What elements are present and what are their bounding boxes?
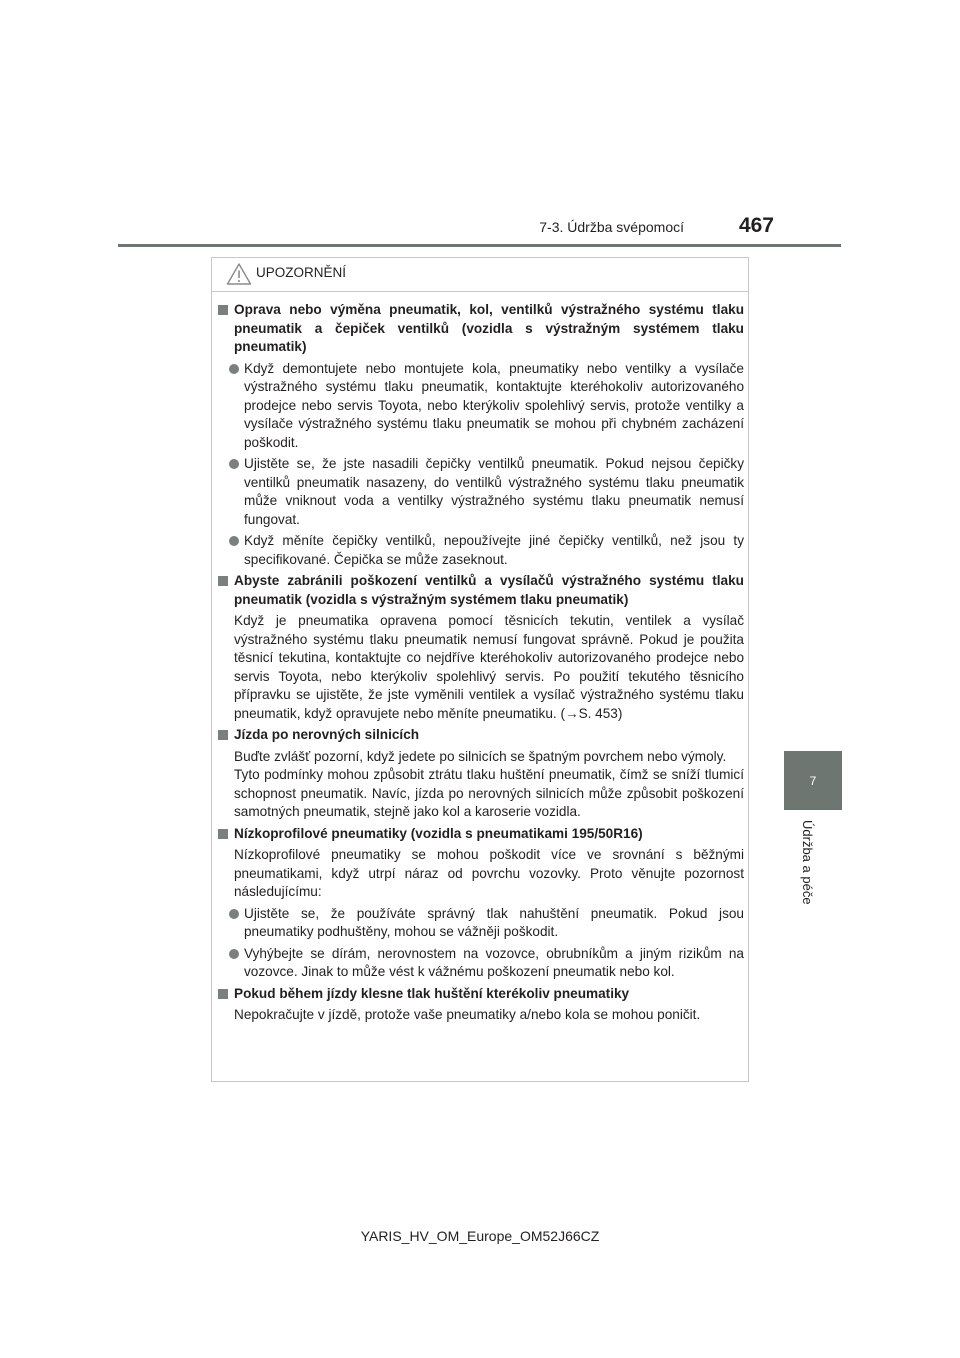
section-heading: Oprava nebo výměna pneumatik, kol, ventilků výstražného systému tlaku pneumatik a čepiček ventilků (vozidla s výstražným systémem tlaku pneumatik) <box>217 301 744 357</box>
section-heading: Jízda po nerovných silnicích <box>217 726 744 745</box>
section-heading: Pokud během jízdy klesne tlak huštění kterékoliv pneumatiky <box>217 985 744 1004</box>
warning-triangle-icon <box>226 262 252 286</box>
document-code: YARIS_HV_OM_Europe_OM52J66CZ <box>360 1228 600 1244</box>
bullet-item: Ujistěte se, že jste nasadili čepičky ventilků pneumatik. Pokud nejsou čepičky ventilků pneumatik nasazeny, do ventilků výstražného systému tlaku pneumatik může vniknout voda a ventilky výstražného systému tlaku pneumatik nemusí fungovat. <box>217 455 744 529</box>
dot-bullet-icon <box>229 364 239 374</box>
chapter-number: 7 <box>809 773 817 788</box>
bullet-item: Ujistěte se, že používáte správný tlak nahuštění pneumatik. Pokud jsou pneumatiky podhuštěny, mohou se vážněji poškodit. <box>217 905 744 942</box>
warning-header <box>212 258 748 292</box>
dot-bullet-icon <box>229 536 239 546</box>
section-heading: Abyste zabránili poškození ventilků a vysílačů výstražného systému tlaku pneumatik (vozidla s výstražným systémem tlaku pneumatik) <box>217 572 744 609</box>
square-bullet-icon <box>218 576 228 586</box>
chapter-tab <box>784 751 842 810</box>
paragraph: Když je pneumatika opravena pomocí těsnicích tekutin, ventilek a vysílač výstražného systému tlaku pneumatik nemusí fungovat správně. Pokud je použita těsnicí tekutina, kontaktujte co nejdříve kteréhokoliv autorizovaného prodejce nebo servis Toyota, nebo kterýkoliv spolehlivý servis. Po použití tekutého těsnicího přípravku se ujistěte, že jste vyměnili ventilek a vysílač výstražného systému tlaku pneumatik, když opravujete nebo měníte pneumatiku. (→S. 453) <box>234 613 744 721</box>
square-bullet-icon <box>218 730 228 740</box>
paragraph: Nepokračujte v jízdě, protože vaše pneumatiky a/nebo kola se mohou poničit. <box>234 1007 701 1022</box>
square-bullet-icon <box>218 989 228 999</box>
section-heading: Nízkoprofilové pneumatiky (vozidla s pneumatikami 195/50R16) <box>217 825 744 844</box>
page-number: 467 <box>738 214 774 237</box>
paragraph: Buďte zvlášť pozorní, když jedete po silnicích se špatným povrchem nebo výmoly. <box>234 748 727 764</box>
paragraph: Nízkoprofilové pneumatiky se mohou poškodit více ve srovnání s běžnými pneumatikami, když utrpí náraz od povrchu vozovky. Proto věnujte pozornost následujícímu: <box>234 847 744 899</box>
warning-box <box>211 257 749 1082</box>
paragraph: Tyto podmínky mohou způsobit ztrátu tlaku huštění pneumatik, čímž se sníží tlumicí schopnost pneumatik. Navíc, jízda po nerovných silnicích může způsobit poškození samotných pneumatik, stejně jako kol a karoserie vozidla. <box>234 767 744 819</box>
warning-content <box>217 301 744 1028</box>
header-divider <box>118 244 841 247</box>
square-bullet-icon <box>218 829 228 839</box>
dot-bullet-icon <box>229 459 239 469</box>
chapter-label: Údržba a péče <box>800 820 815 905</box>
bullet-item: Když měníte čepičky ventilků, nepoužívejte jiné čepičky ventilků, než jsou ty specifikované. Čepička se může zaseknout. <box>217 532 744 569</box>
warning-title: UPOZORNĚNÍ <box>256 265 347 280</box>
bullet-item: Vyhýbejte se dírám, nerovnostem na vozovce, obrubníkům a jiným rizikům na vozovce. Jinak to může vést k vážnému poškození pneumatik nebo kol. <box>217 945 744 982</box>
section-title: 7-3. Údržba svépomocí <box>539 219 684 235</box>
dot-bullet-icon <box>229 909 239 919</box>
dot-bullet-icon <box>229 949 239 959</box>
square-bullet-icon <box>218 305 228 315</box>
bullet-item: Když demontujete nebo montujete kola, pneumatiky nebo ventilky a vysílače výstražného systému tlaku pneumatik, kontaktujte kteréhokoliv autorizovaného prodejce nebo servis Toyota, nebo kterýkoliv spolehlivý servis, protože ventilky a vysílače výstražného systému tlaku pneumatik se mohou při chybném zacházení poškodit. <box>217 360 744 453</box>
